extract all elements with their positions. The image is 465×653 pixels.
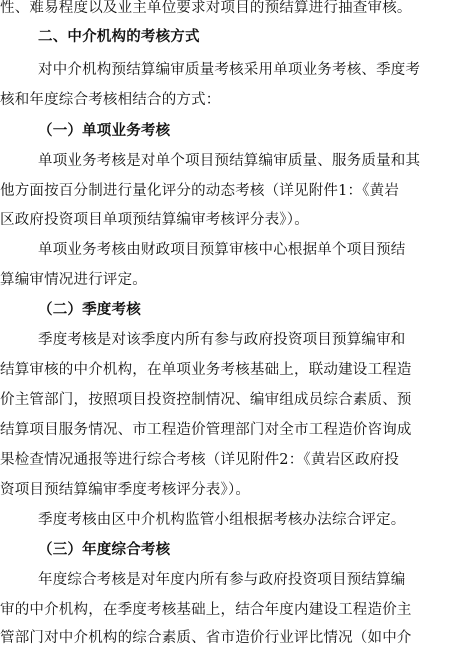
paragraph-line: 核和年度综合考核相结合的方式： — [0, 92, 221, 108]
paragraph-line: 他方面按百分制进行量化评分的动态考核（详见附件1：《黄岩 — [0, 183, 400, 199]
section-heading: 二、中介机构的考核方式 — [38, 28, 200, 45]
paragraph-line: 结算审核的中介机构，在单项业务考核基础上，联动建设工程造 — [0, 362, 412, 378]
paragraph-line: 区政府投资项目单项预结算编审考核评分表》）。 — [0, 212, 309, 228]
subsection-heading: （二）季度考核 — [38, 301, 141, 318]
paragraph-line: 单项业务考核是对单个项目预结算编审质量、服务质量和其 — [38, 153, 421, 169]
paragraph-line: 果检查情况通报等进行综合考核（详见附件2：《黄岩区政府投 — [0, 452, 400, 468]
paragraph-line: 价主管部门，按照项目投资控制情况、编审组成员综合素质、预 — [0, 392, 412, 408]
paragraph-line: 审的中介机构，在季度考核基础上，结合年度内建设工程造价主 — [0, 602, 412, 618]
paragraph-line: 季度考核是对该季度内所有参与政府投资项目预算编审和 — [38, 332, 406, 348]
paragraph-line: 算编审情况进行评定。 — [0, 272, 147, 288]
subsection-heading: （一）单项业务考核 — [38, 122, 171, 139]
paragraph-line: 季度考核由区中介机构监管小组根据考核办法综合评定。 — [38, 512, 406, 528]
paragraph-line: 性、难易程度以及业主单位要求对项目的预结算进行抽查审核。 — [0, 0, 412, 16]
paragraph-line: 单项业务考核由财政项目预算审核中心根据单个项目预结 — [38, 242, 406, 258]
paragraph-line: 管部门对中介机构的综合素质、省市造价行业评比情况（如中介 — [0, 630, 412, 646]
paragraph-line: 对中介机构预结算编审质量考核采用单项业务考核、季度考 — [38, 62, 421, 78]
paragraph-line: 结算项目服务情况、市工程造价管理部门对全市工程造价咨询成 — [0, 422, 412, 438]
paragraph-line: 资项目预结算编审季度考核评分表》）。 — [0, 482, 251, 498]
paragraph-line: 年度综合考核是对年度内所有参与政府投资项目预结算编 — [38, 572, 406, 588]
subsection-heading: （三）年度综合考核 — [38, 541, 171, 558]
